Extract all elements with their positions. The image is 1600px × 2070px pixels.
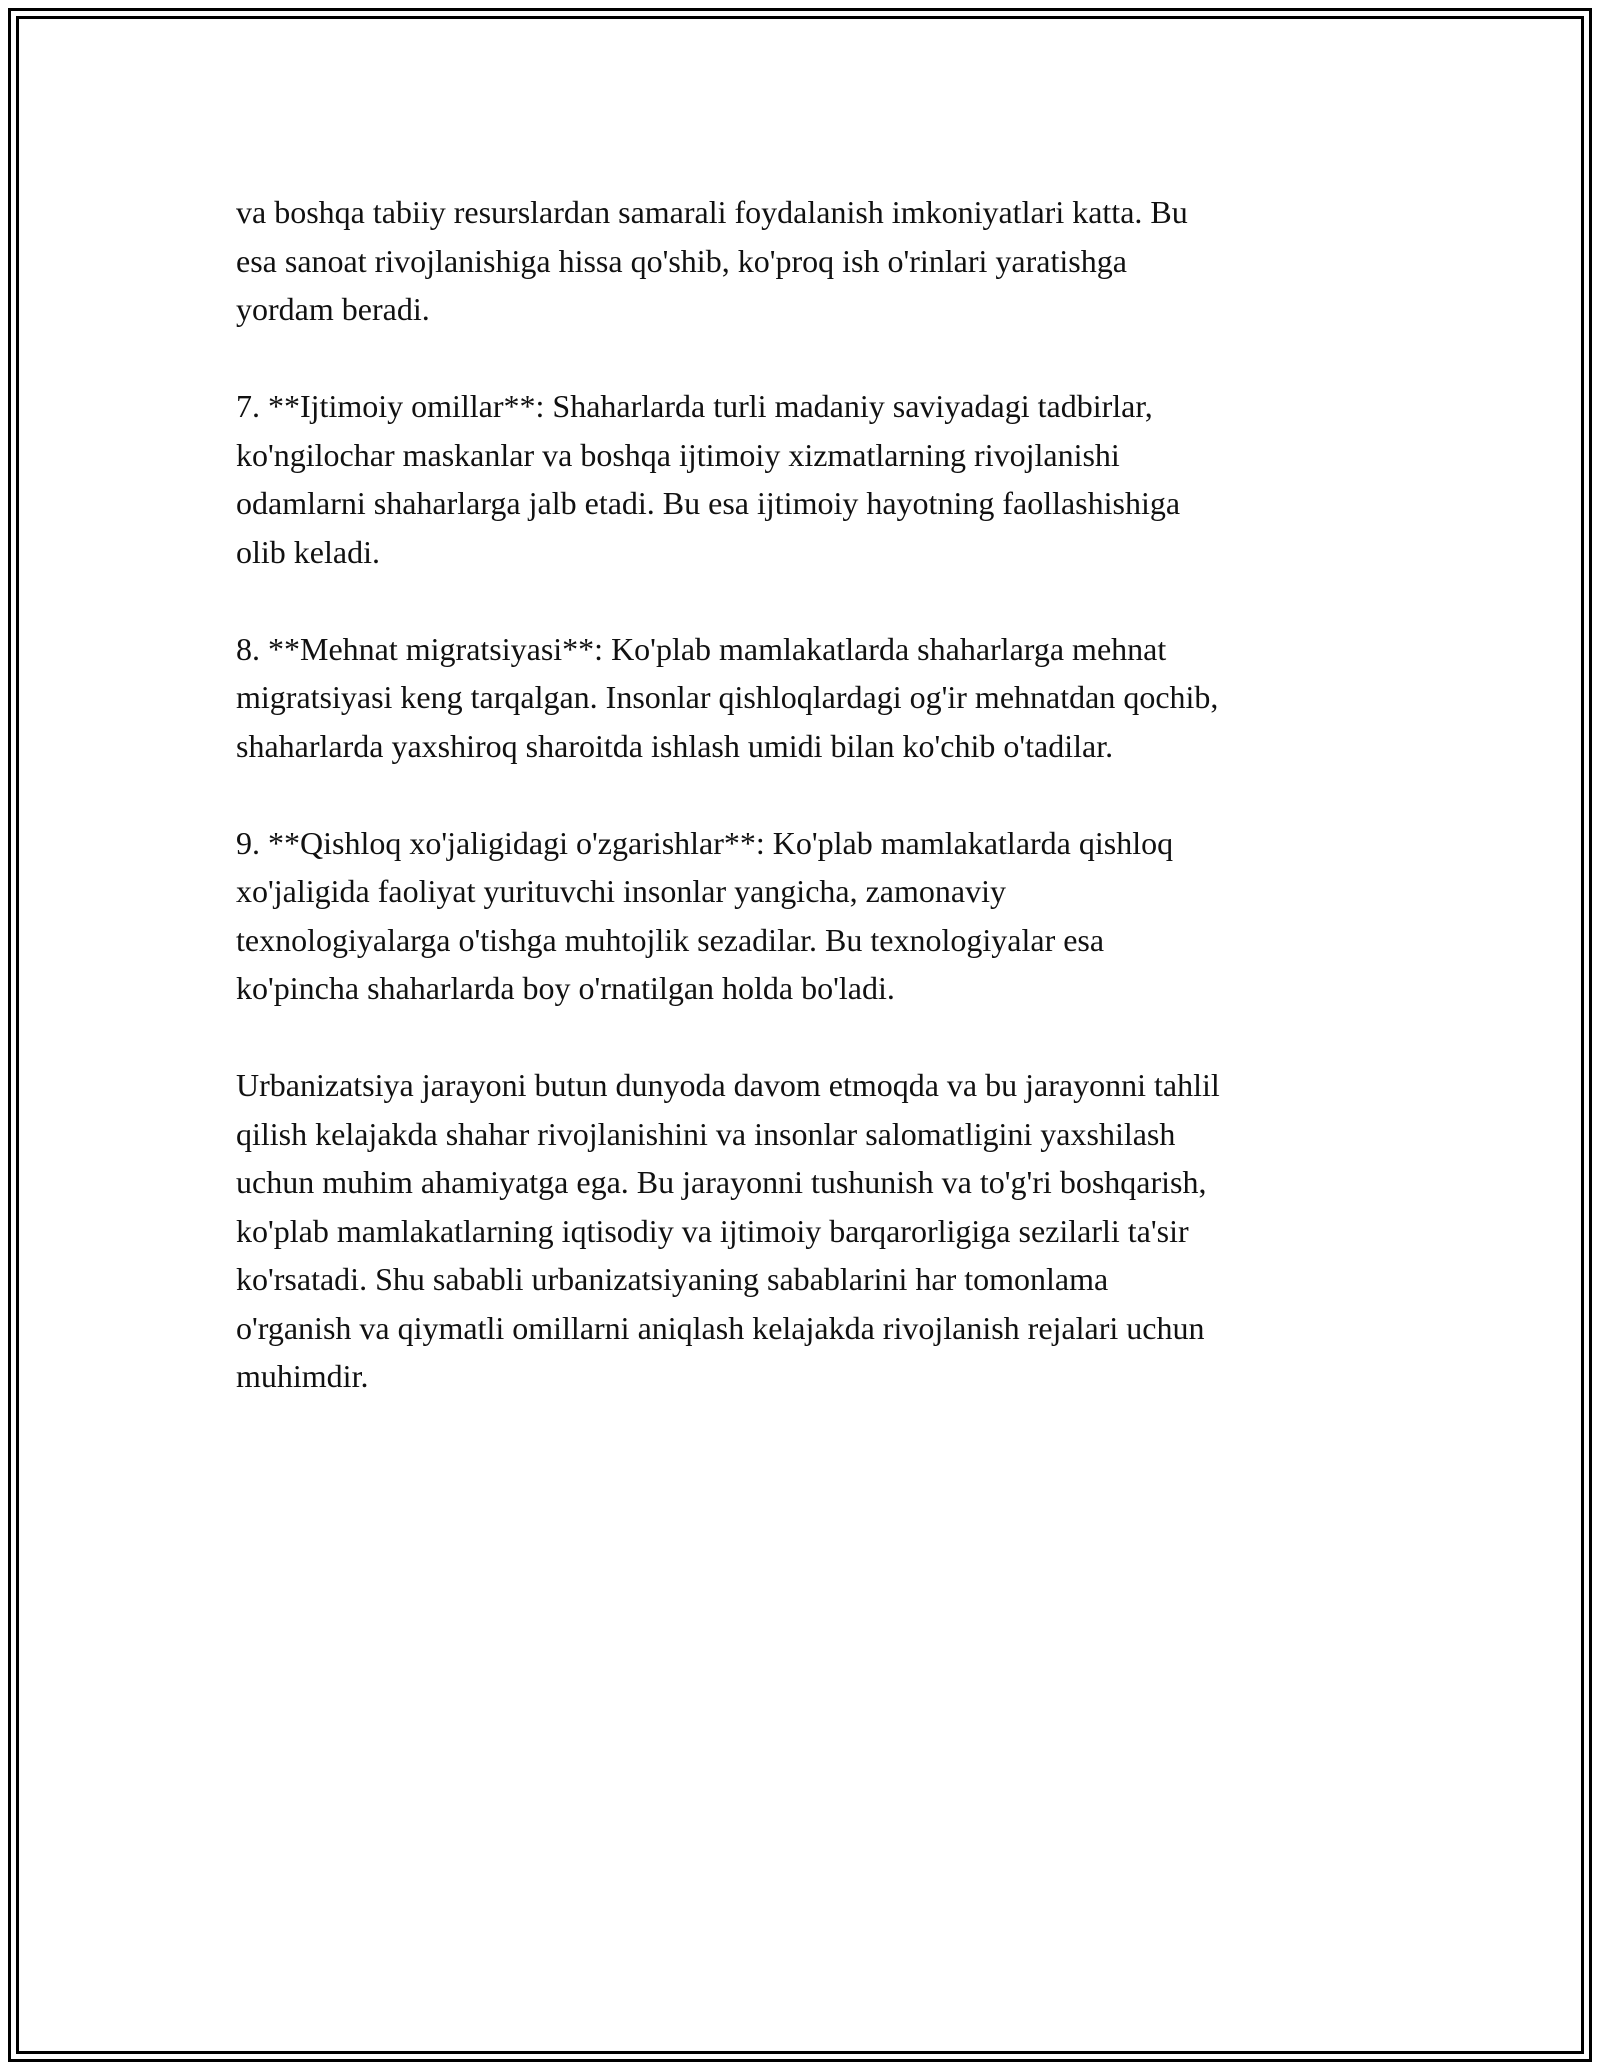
paragraph-conclusion bbox=[236, 1061, 1376, 1401]
text-line: esa sanoat rivojlanishiga hissa qo'shib, ko'proq ish o'rinlari yaratishga bbox=[236, 242, 1127, 279]
text-line: odamlarni shaharlarga jalb etadi. Bu esa ijtimoiy hayotning faollashishiga bbox=[236, 485, 1181, 521]
text-line: 9. **Qishloq xo'jaligidagi o'zgarishlar**: Ko'plab mamlakatlarda qishloq bbox=[236, 824, 1174, 861]
text-line: Urbanizatsiya jarayoni butun dunyoda davom etmoqda va bu jarayonni tahlil bbox=[236, 1067, 1220, 1103]
text-line: ko'rsatadi. Shu sababli urbanizatsiyaning sabablarini har tomonlama bbox=[236, 1261, 1109, 1297]
text-line: yordam beradi. bbox=[236, 291, 430, 327]
document-body bbox=[236, 188, 1376, 1449]
text-line: texnologiyalarga o'tishga muhtojlik sezadilar. Bu texnologiyalar esa bbox=[236, 921, 1105, 958]
text-line: muhimdir. bbox=[236, 1358, 369, 1394]
text-line: olib keladi. bbox=[236, 533, 380, 570]
text-line: ko'ngilochar maskanlar va boshqa ijtimoiy xizmatlarning rivojlanishi bbox=[236, 436, 1120, 473]
text-line: ko'plab mamlakatlarning iqtisodiy va ijtimoiy barqarorligiga sezilarli ta'sir bbox=[236, 1212, 1189, 1249]
text-line: uchun muhim ahamiyatga ega. Bu jarayonni tushunish va to'g'ri boshqarish, bbox=[236, 1164, 1207, 1200]
text-line: 7. **Ijtimoiy omillar**: Shaharlarda turli madaniy saviyadagi tadbirlar, bbox=[236, 388, 1153, 424]
paragraph-social-factors bbox=[236, 382, 1376, 576]
text-line: xo'jaligida faoliyat yurituvchi insonlar yangicha, zamonaviy bbox=[236, 873, 1006, 909]
text-line: 8. **Mehnat migratsiyasi**: Ko'plab mamlakatlarda shaharlarga mehnat bbox=[236, 630, 1167, 667]
text-line: o'rganish va qiymatli omillarni aniqlash kelajakda rivojlanish rejalari uchun bbox=[236, 1309, 1205, 1346]
text-line: va boshqa tabiiy resurslardan samarali foydalanish imkoniyatlari katta. Bu bbox=[236, 194, 1188, 230]
paragraph-labor-migration bbox=[236, 625, 1376, 771]
text-line: shaharlarda yaxshiroq sharoitda ishlash umidi bilan ko'chib o'tadilar. bbox=[236, 727, 1114, 764]
paragraph-resources bbox=[236, 188, 1376, 334]
text-line: migratsiyasi keng tarqalgan. Insonlar qishloqlardagi og'ir mehnatdan qochib, bbox=[236, 679, 1219, 715]
text-line: ko'pincha shaharlarda boy o'rnatilgan holda bo'ladi. bbox=[236, 970, 895, 1006]
text-line: qilish kelajakda shahar rivojlanishini va insonlar salomatligini yaxshilash bbox=[236, 1115, 1176, 1152]
paragraph-agriculture-changes bbox=[236, 819, 1376, 1013]
